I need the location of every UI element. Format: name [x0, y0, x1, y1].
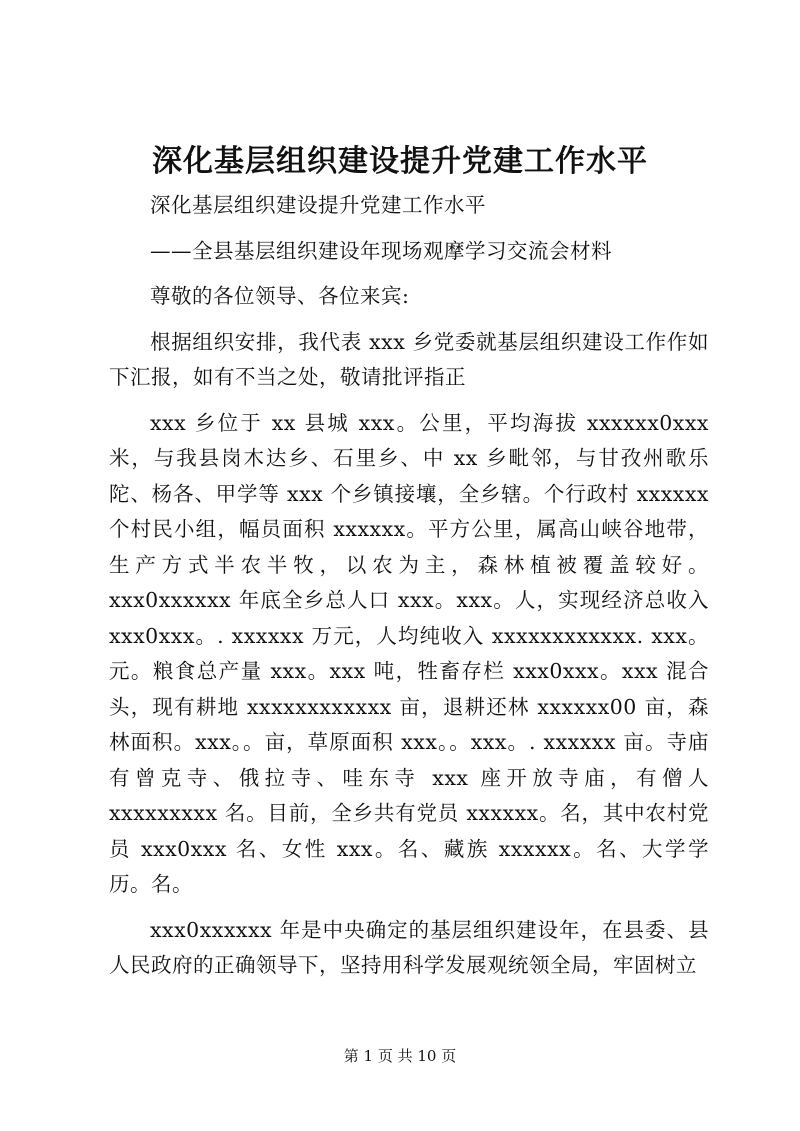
document-body — [109, 188, 709, 994]
paragraph-overview: xxx 乡位于 xx 县城 xxx。公里，平均海拔 xxxxxx0xxx 米，与我县岗木达乡、石里乡、中 xx 乡毗邻，与甘孜州歌乐陀、杨各、甲学等 xxx 个乡镇接壤，全乡辖。个行政村 xxxxxx 个村民小组，幅员面积 xxxxxx。平方公里，属高山峡谷地带，生产方式半农半牧，以农为主，森林植被覆盖较好。xxx0xxxxxx 年底全乡总人口 xxx。xxx。人，实现经济总收入 xxx0xxx。. xxxxxx 万元，人均纯收入 xxxxxxxxxxxx. xxx。元。粮食总产量 xxx。xxx 吨，牲畜存栏 xxx0xxx。xxx 混合头，现有耕地 xxxxxxxxxxxx 亩，退耕还林 xxxxxx00 亩，森林面积。xxx。。亩，草原面积 xxx。。xxx。. xxxxxx 亩。寺庙有曾克寺、俄拉寺、哇东寺 xxx 座开放寺庙，有僧人 xxxxxxxxx 名。目前，全乡共有党员 xxxxxx。名，其中农村党员 xxx0xxx 名、女性 xxx。名、藏族 xxxxxx。名、大学学历。名。 — [109, 410, 709, 896]
paragraph-salutation: 尊敬的各位领导、各位来宾: — [150, 284, 410, 308]
document-title: 深化基层组织建设提升党建工作水平 — [152, 144, 648, 179]
paragraph-subtitle: 深化基层组织建设提升党建工作水平 — [150, 193, 486, 217]
paragraph-intro: 根据组织安排，我代表 xxx 乡党委就基层组织建设工作作如下汇报，如有不当之处，敬请批评指正 — [109, 329, 709, 389]
page-number-footer: 第 1 页 共 10 页 — [343, 1047, 457, 1065]
paragraph-year-summary: xxx0xxxxxx 年是中央确定的基层组织建设年，在县委、县人民政府的正确领导下，坚持用科学发展观统领全局，牢固树立 — [109, 917, 709, 977]
paragraph-subheading: ——全县基层组织建设年现场观摩学习交流会材料 — [150, 238, 612, 263]
